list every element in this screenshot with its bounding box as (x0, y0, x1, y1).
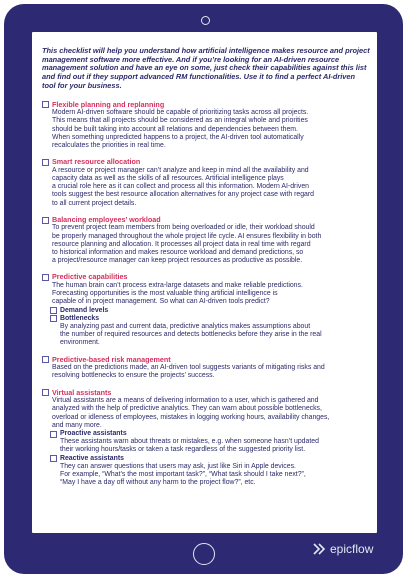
body-line: a project/resource manager can keep project resources as productive as possible. (52, 257, 303, 265)
sub-body-line: environment. (60, 339, 100, 347)
sub-item-heading (50, 315, 370, 323)
body-line: overload or idleness of employees, mistakes in logging working hours, availability changes, (52, 413, 330, 421)
checkbox[interactable] (42, 356, 49, 363)
checklist-item (42, 273, 370, 347)
sub-body-line: By analyzing past and current data, predictive analytics makes assumptions about (60, 322, 311, 330)
sub-item-heading (50, 430, 370, 438)
body-line: analyzed with the help of predictive analytics. They can warn about possible bottlenecks, (52, 405, 322, 413)
body-line: to historical information and makes resource workload and demand predictions, so (52, 248, 304, 256)
body-line: recalculates the priorities in real time. (52, 141, 166, 149)
checklist-item-title: Balancing employees’ workload (52, 214, 161, 224)
checklist-item (42, 389, 370, 488)
body-line: resource planning and allocation. It processes all project data in real time with regard (52, 240, 311, 248)
checklist-content (42, 47, 370, 495)
checklist-item (42, 158, 370, 208)
body-line: The human brain can’t process extra-large datasets and make reliable predictions. (52, 281, 303, 289)
sub-checklist (42, 430, 370, 487)
checklist-item-heading (42, 158, 370, 167)
camera-icon (201, 16, 210, 25)
checklist-item-body (42, 364, 370, 380)
checklist-sections (42, 101, 370, 488)
home-button[interactable] (193, 543, 215, 565)
body-line: Virtual assistants are a means of delivering information to a user, which is gathered and (52, 397, 319, 405)
screen (32, 32, 377, 533)
body-line: be properly managed throughout the whole project life cycle. AI ensures flexibility in both (52, 232, 322, 240)
body-line: Based on the predictions made, an AI-driven tool suggests variants of mitigating risks and (52, 364, 325, 372)
checkbox[interactable] (42, 159, 49, 166)
sub-checklist (42, 307, 370, 348)
checklist-item-title: Smart resource allocation (52, 157, 141, 167)
sub-item-title: Demand levels (60, 306, 109, 314)
checkbox[interactable] (50, 315, 57, 322)
checklist-item-body (42, 224, 370, 265)
checklist-item-heading (42, 389, 370, 398)
checkbox[interactable] (42, 217, 49, 224)
sub-item-title: Bottlenecks (60, 314, 100, 322)
checklist-item-heading (42, 273, 370, 282)
checkbox[interactable] (50, 431, 57, 438)
checklist-item-body (42, 109, 370, 150)
checkbox[interactable] (50, 455, 57, 462)
sub-item-title: Reactive assistants (60, 454, 124, 462)
sub-body-line: For example, “What’s the most important task?”, “What task should I take next?”, (60, 470, 306, 478)
body-line: resolving bottlenecks to ensure the projects’ success. (52, 372, 215, 380)
sub-body-line: “May I have a day off without any harm to the project flow?”, etc. (60, 479, 256, 487)
epicflow-logo (313, 542, 373, 556)
checklist-item-heading (42, 356, 370, 365)
tablet-frame (4, 4, 403, 574)
checklist-item-body (42, 282, 370, 307)
sub-item-heading (50, 455, 370, 463)
sub-body-line: their working hours/tasks or taken a task regardless of the suggested priority list. (60, 446, 306, 454)
body-line: Modern AI-driven software should be capable of prioritizing tasks across all projects. (52, 109, 309, 117)
checklist-item-title: Flexible planning and replanning (52, 99, 165, 109)
body-line: This means that all projects should be considered as an integral whole and priorities (52, 117, 308, 125)
body-line: tools suggest the best resource allocation alternatives for any project case with regard (52, 191, 314, 199)
body-line: to all current project details. (52, 199, 137, 207)
body-line: When something unpredicted happens to a project, the AI-driven tool automatically (52, 133, 304, 141)
checklist-item-heading (42, 216, 370, 225)
brand-name: epicflow (330, 542, 374, 556)
checklist-item-body (42, 167, 370, 208)
checkbox[interactable] (42, 101, 49, 108)
body-line: should be built taking into account all relations and dependencies between them. (52, 125, 298, 133)
checklist-item (42, 356, 370, 381)
checklist-item-body (42, 397, 370, 430)
body-line: and many more. (52, 421, 102, 429)
body-line: To prevent project team members from being overloaded or idle, their workload should (52, 224, 315, 232)
double-chevron-logo-icon (313, 543, 327, 555)
body-line: Forecasting opportunities is the most valuable thing artificial intelligence is (52, 290, 278, 298)
body-line: A resource or project manager can’t analyze and keep in mind all the availability and (52, 166, 309, 174)
checklist-item (42, 101, 370, 151)
sub-body-line: the number of required resources and detects bottlenecks before they arise in the real (60, 331, 322, 339)
checklist-item (42, 216, 370, 266)
checkbox[interactable] (50, 307, 57, 314)
body-line: a crucial role here as it can collect and process all this information. Modern AI-driven (52, 183, 309, 191)
intro-text: This checklist will help you understand how artificial intelligence makes resource and project management software more effective. And if you’re looking for an AI-driven resource management solution and have an eye on some, just check their capabilities against this list and find out if they support advanced RM functionalities. Use it to find a perfect AI-driven tool for your business. (42, 46, 370, 90)
sub-body-line: They can answer questions that users may ask, just like Siri in Apple devices. (60, 462, 296, 470)
body-line: capable of in project management. So what can AI-driven tools predict? (52, 298, 270, 306)
body-line: capacity data as well as the skills of all resources. Artificial intelligence plays (52, 174, 284, 182)
checklist-item-title: Predictive-based risk management (52, 354, 171, 364)
checklist-item-title: Predictive capabilities (52, 272, 128, 282)
checklist-item-heading (42, 101, 370, 110)
checklist-item-title: Virtual assistants (52, 387, 112, 397)
checkbox[interactable] (42, 274, 49, 281)
sub-item-title: Proactive assistants (60, 429, 127, 437)
sub-item-heading (50, 307, 370, 315)
sub-body-line: These assistants warn about threats or mistakes, e.g. when someone hasn’t updated (60, 438, 319, 446)
checkbox[interactable] (42, 389, 49, 396)
